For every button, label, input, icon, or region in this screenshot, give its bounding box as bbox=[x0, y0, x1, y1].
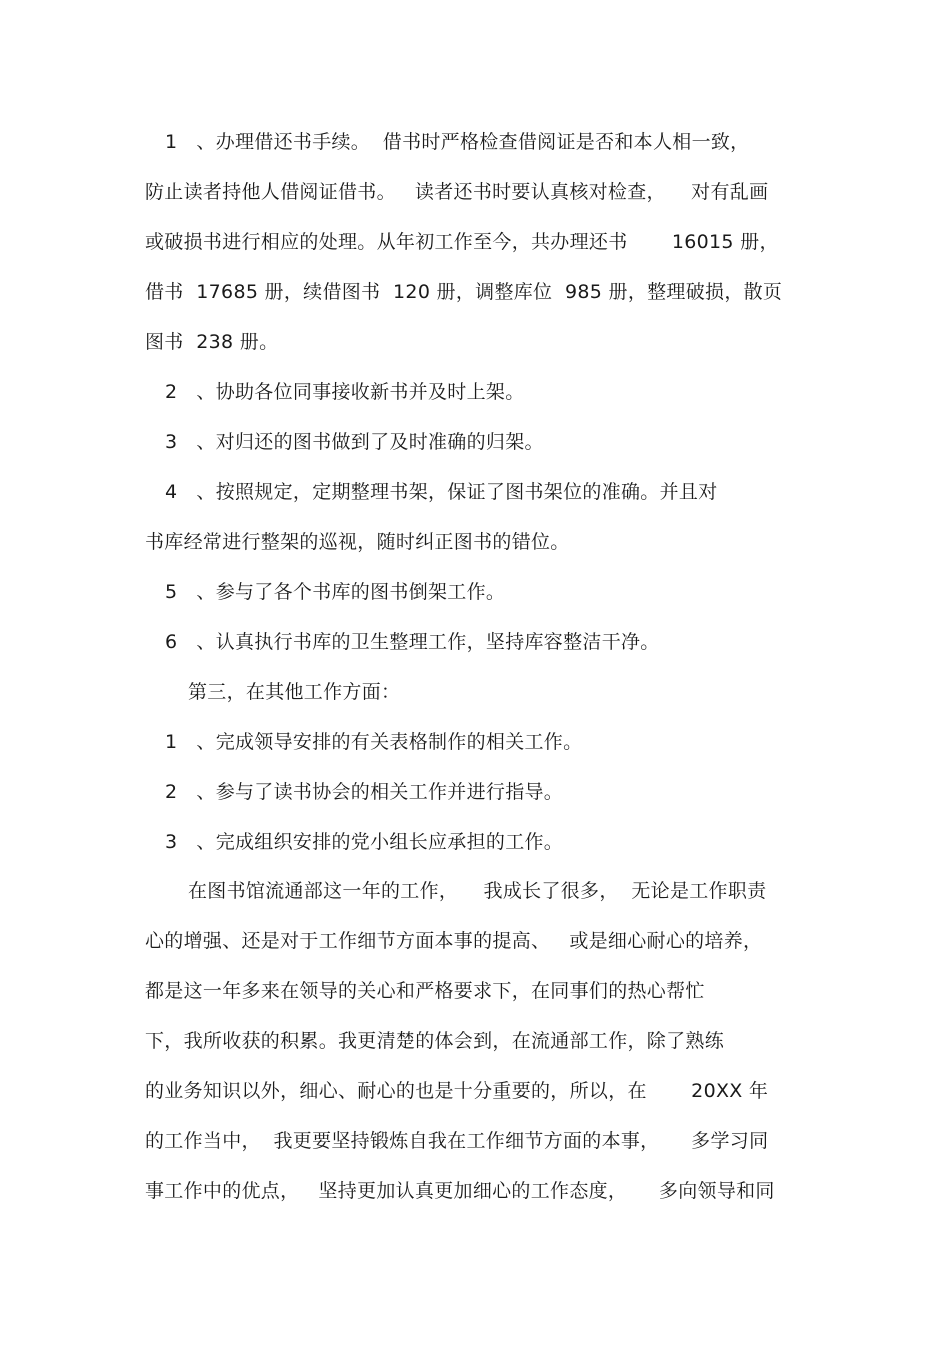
list-item: 1 、完成领导安排的有关表格制作的相关工作。 bbox=[165, 731, 583, 753]
paragraph-line: 下，我所收获的积累。我更清楚的体会到，在流通部工作，除了熟练 bbox=[145, 1030, 725, 1052]
paragraph-line: 心的增强、还是对于工作细节方面本事的提高、 或是细心耐心的培养， bbox=[145, 930, 763, 952]
paragraph-line: 图书 238 册。 bbox=[145, 331, 279, 353]
paragraph-line: 书库经常进行整架的巡视，随时纠正图书的错位。 bbox=[145, 531, 570, 553]
list-item: 4 、按照规定，定期整理书架，保证了图书架位的准确。并且对 bbox=[165, 481, 718, 503]
paragraph-line: 的业务知识以外，细心、耐心的也是十分重要的，所以，在 20XX 年 bbox=[145, 1080, 769, 1102]
list-item: 5 、参与了各个书库的图书倒架工作。 bbox=[165, 581, 506, 603]
list-item: 2 、参与了读书协会的相关工作并进行指导。 bbox=[165, 781, 564, 803]
paragraph-line: 事工作中的优点， 坚持更加认真更加细心的工作态度， 多向领导和同 bbox=[145, 1180, 775, 1202]
list-item: 3 、对归还的图书做到了及时准确的归架。 bbox=[165, 431, 544, 453]
paragraph-line: 的工作当中， 我更要坚持锻炼自我在工作细节方面的本事， 多学习同 bbox=[145, 1130, 769, 1152]
list-item: 2 、协助各位同事接收新书并及时上架。 bbox=[165, 381, 525, 403]
list-item: 3 、完成组织安排的党小组长应承担的工作。 bbox=[165, 831, 564, 853]
paragraph-line: 防止读者持他人借阅证借书。 读者还书时要认真核对检查， 对有乱画 bbox=[145, 181, 769, 203]
section-heading: 第三，在其他工作方面： bbox=[188, 681, 401, 703]
list-item: 6 、认真执行书库的卫生整理工作，坚持库容整洁干净。 bbox=[165, 631, 660, 653]
paragraph-line: 都是这一年多来在领导的关心和严格要求下，在同事们的热心帮忙 bbox=[145, 980, 705, 1002]
paragraph-line: 或破损书进行相应的处理。从年初工作至今，共办理还书 16015 册， bbox=[145, 231, 779, 253]
paragraph-line: 借书 17685 册，续借图书 120 册，调整库位 985 册，整理破损，散页 bbox=[145, 281, 783, 303]
paragraph-line: 在图书馆流通部这一年的工作， 我成长了很多， 无论是工作职责 bbox=[188, 880, 767, 902]
paragraph-line: 1 、办理借还书手续。 借书时严格检查借阅证是否和本人相一致， bbox=[165, 131, 750, 153]
